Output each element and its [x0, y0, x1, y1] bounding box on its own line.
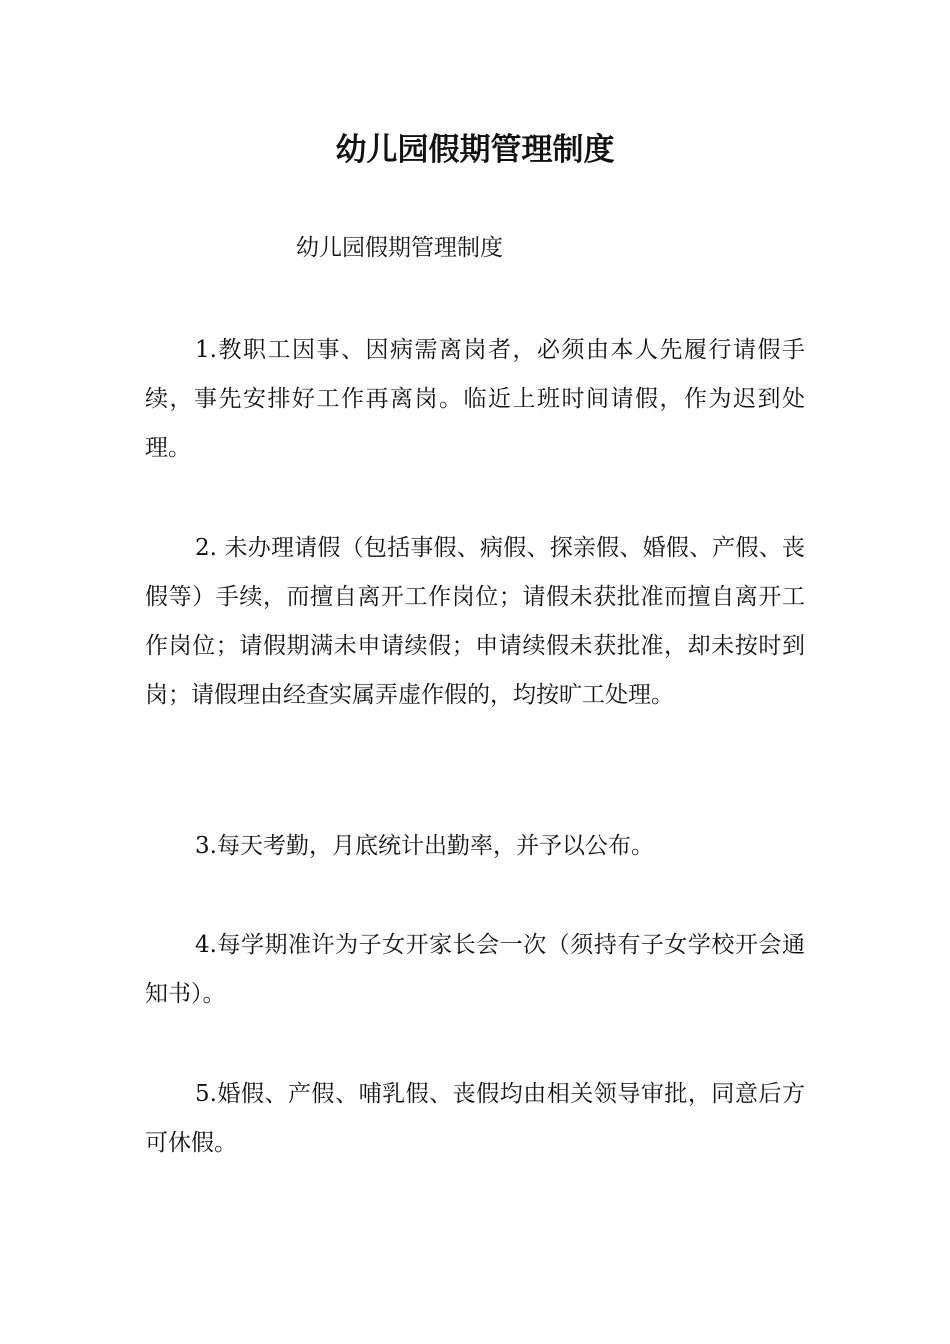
paragraph-rule-2: 2. 未办理请假（包括事假、病假、探亲假、婚假、产假、丧假等）手续，而擅自离开工作岗位；请假未获批准而擅自离开工作岗位；请假期满未申请续假；申请续假未获批准，却未按时到岗；请假理由经查实属弄虚作假的，均按旷工处理。 — [145, 535, 805, 708]
paragraph-rule-4: 4.每学期准许为子女开家长会一次（须持有子女学校开会通知书）。 — [145, 932, 805, 1007]
document-subtitle: 幼儿园假期管理制度 — [296, 235, 503, 261]
paragraph-rule-5: 5.婚假、产假、哺乳假、丧假均由相关领导审批，同意后方可休假。 — [145, 1081, 805, 1156]
document-title: 幼儿园假期管理制度 — [335, 132, 615, 168]
paragraph-rule-3: 3.每天考勤，月底统计出勤率，并予以公布。 — [195, 833, 654, 859]
paragraph-rule-1: 1.教职工因事、因病需离岗者，必须由本人先履行请假手续，事先安排好工作再离岗。临近上班时间请假，作为迟到处理。 — [145, 337, 805, 461]
